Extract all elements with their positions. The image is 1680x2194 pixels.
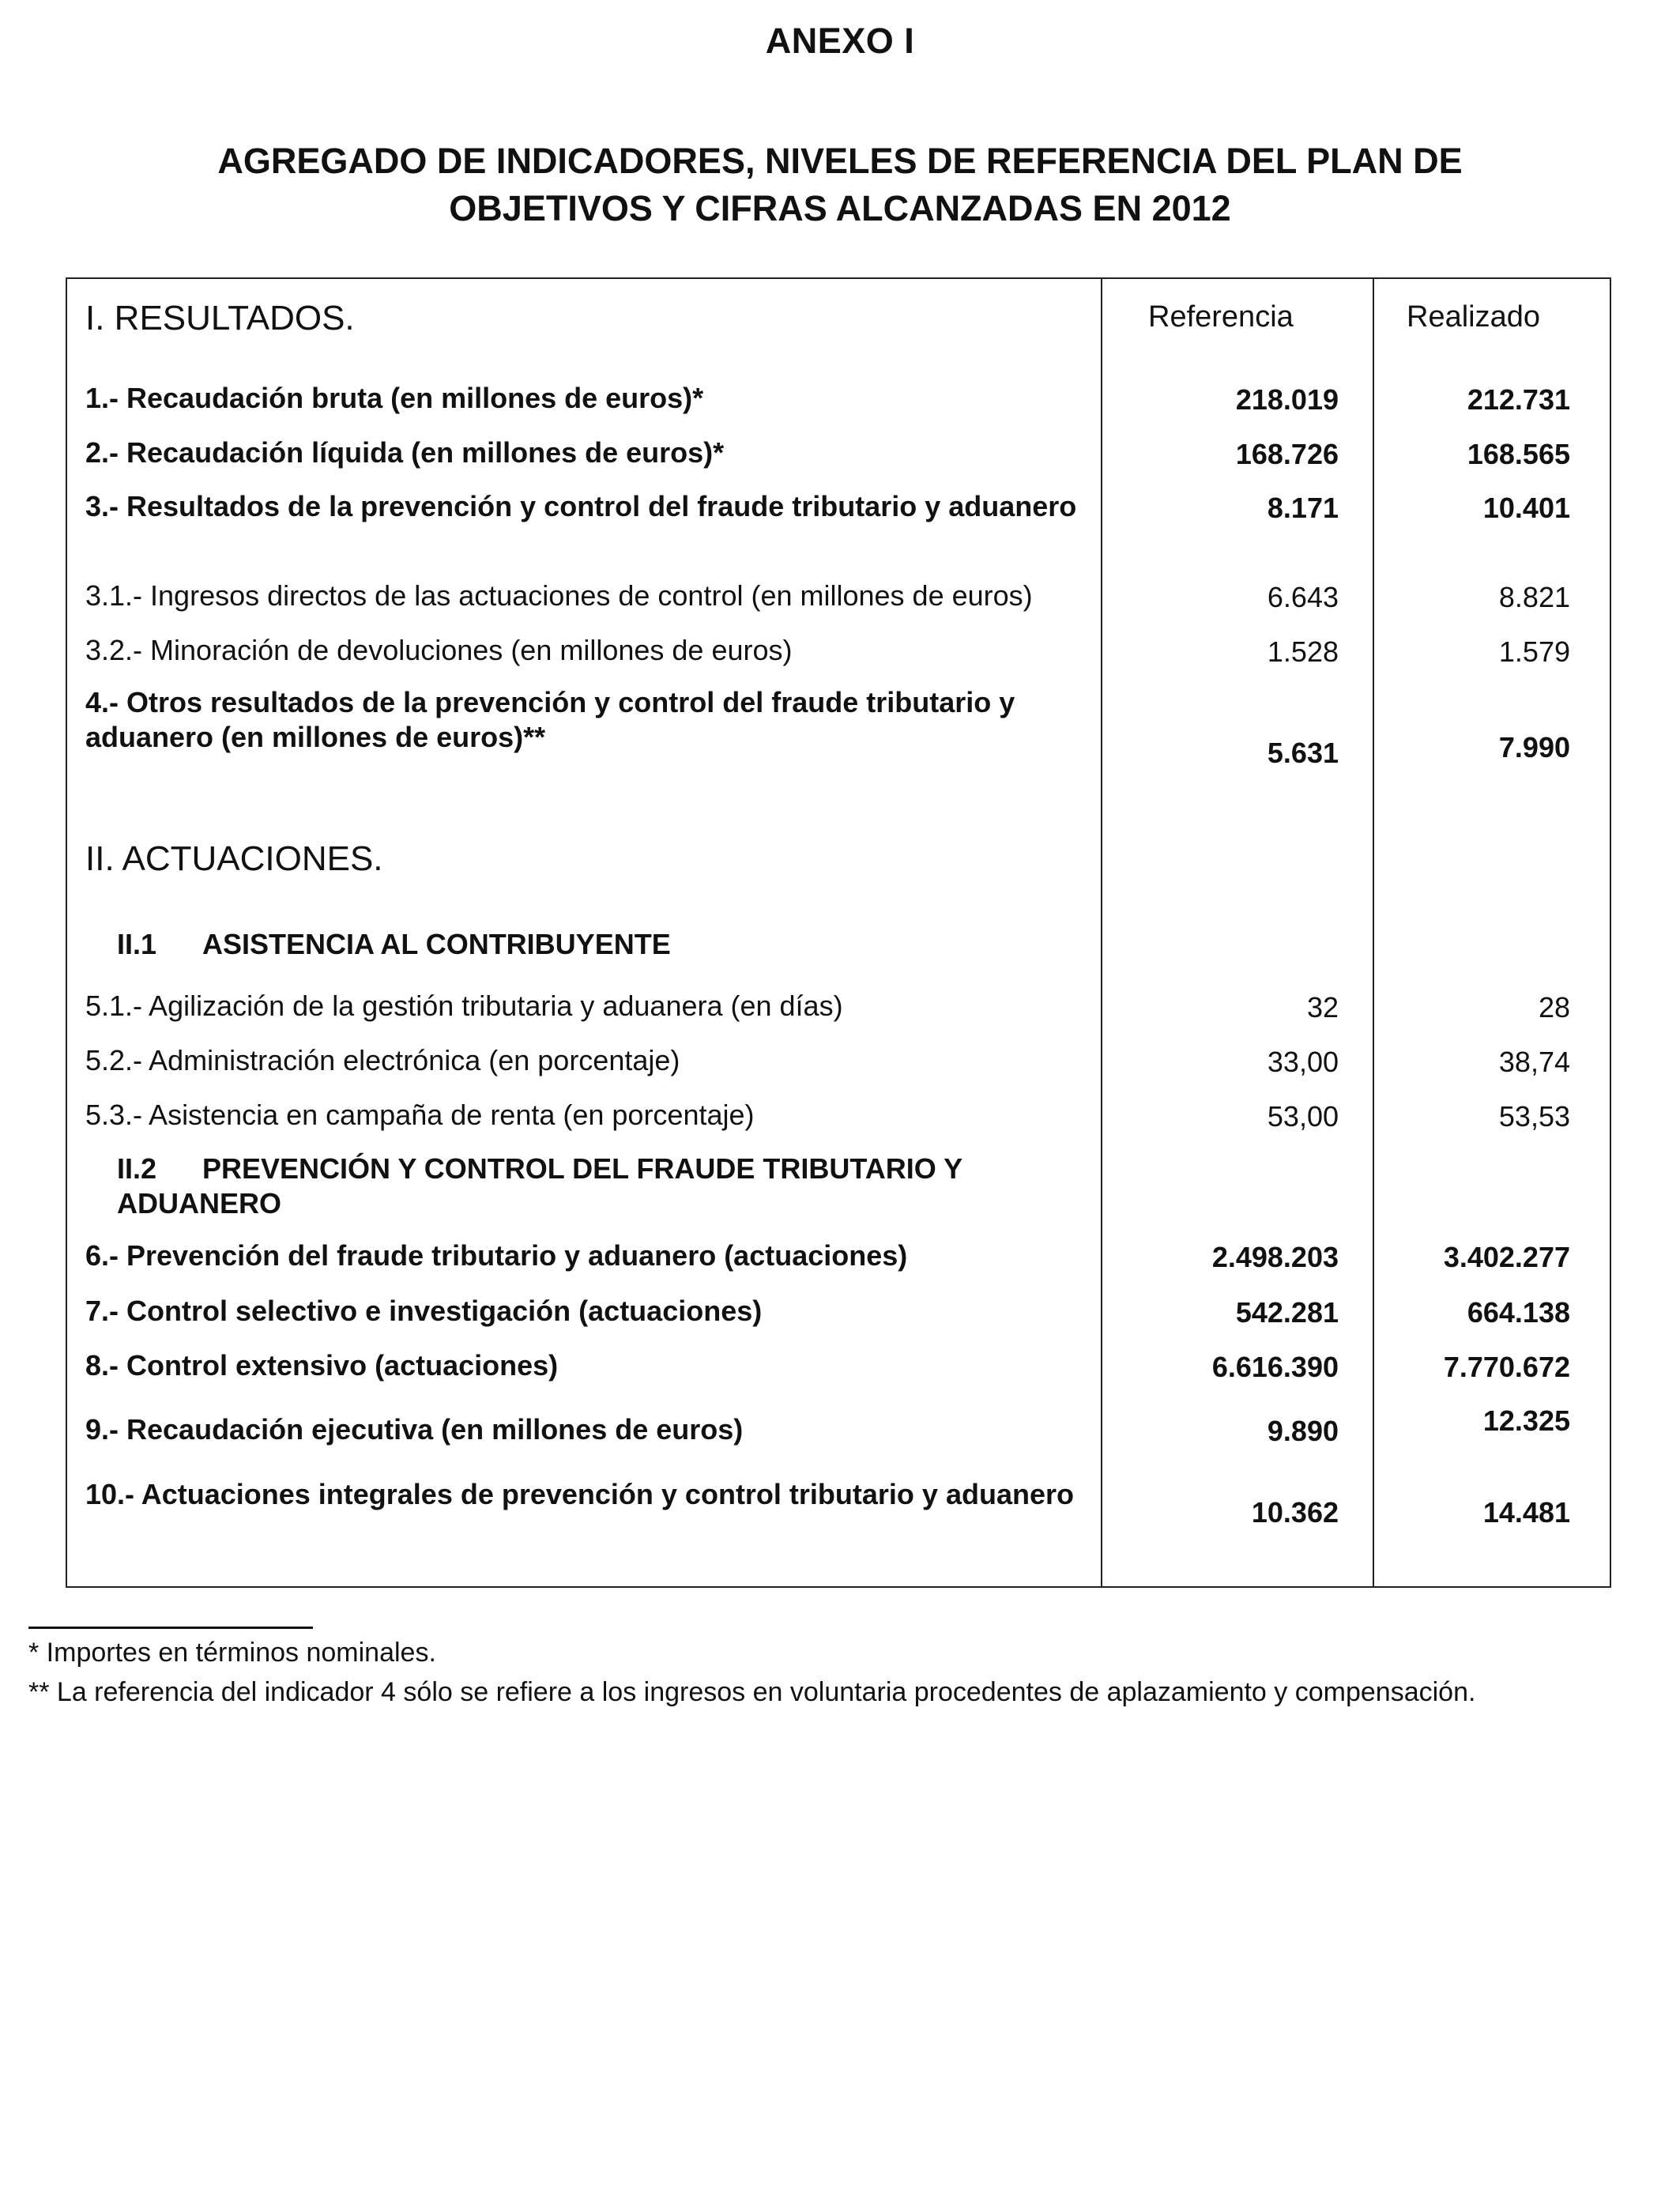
indicator-label: 5.2.- Administración electrónica (en porcentaje) (85, 1044, 680, 1076)
column-header-referencia: Referencia (1148, 300, 1294, 334)
achieved-value: 3.402.277 (1443, 1241, 1570, 1273)
indicator-label: 8.- Control extensivo (actuaciones) (85, 1349, 559, 1382)
reference-value: 168.726 (1235, 438, 1339, 470)
reference-value: 32 (1306, 991, 1339, 1023)
achieved-value: 10.401 (1482, 492, 1570, 524)
section-heading-resultados: I. RESULTADOS. (85, 299, 355, 337)
reference-value: 218.019 (1235, 383, 1339, 416)
annex-title: ANEXO I (765, 21, 915, 61)
indicator-label: 3.1.- Ingresos directos de las actuaciones de control (en millones de euros) (85, 579, 1033, 612)
indicator-label: 5.3.- Asistencia en campaña de renta (en porcentaje) (85, 1099, 755, 1131)
indicator-label: 10.- Actuaciones integrales de prevención y control tributario y aduanero (85, 1478, 1074, 1510)
subsection-number: II.1 (117, 928, 157, 960)
subsection-title: PREVENCIÓN Y CONTROL DEL FRAUDE TRIBUTARIO Y ADUANERO (117, 1152, 962, 1220)
section-heading-actuaciones: II. ACTUACIONES. (85, 839, 383, 878)
footnote: ** La referencia del indicador 4 sólo se refiere a los ingresos en voluntaria procedentes de aplazamiento y compensación. (28, 1677, 1476, 1707)
reference-value: 10.362 (1251, 1496, 1339, 1529)
reference-value: 8.171 (1267, 492, 1339, 524)
document-title (79, 138, 1601, 232)
reference-value: 53,00 (1267, 1100, 1339, 1133)
achieved-value: 1.579 (1498, 635, 1570, 668)
reference-value: 33,00 (1267, 1046, 1339, 1078)
reference-value: 9.890 (1267, 1415, 1339, 1447)
reference-value: 2.498.203 (1211, 1241, 1339, 1273)
indicator-label: 3.2.- Minoración de devoluciones (en millones de euros) (85, 634, 793, 666)
table-column-divider (1373, 277, 1374, 1588)
footnote-separator (28, 1627, 313, 1629)
reference-value: 1.528 (1267, 635, 1339, 668)
achieved-value: 28 (1538, 991, 1570, 1023)
document-title-line-1: AGREGADO DE INDICADORES, NIVELES DE REFERENCIA DEL PLAN DE (217, 141, 1463, 181)
indicator-label: 9.- Recaudación ejecutiva (en millones de euros) (85, 1413, 744, 1446)
reference-value: 6.643 (1267, 581, 1339, 613)
reference-value: 542.281 (1235, 1296, 1339, 1329)
achieved-value: 664.138 (1467, 1296, 1570, 1329)
indicator-label: 7.- Control selectivo e investigación (actuaciones) (85, 1295, 763, 1327)
footnote: * Importes en términos nominales. (28, 1638, 436, 1668)
indicator-label: 3.- Resultados de la prevención y control del fraude tributario y aduanero (85, 490, 1077, 522)
subsection-title: ASISTENCIA AL CONTRIBUYENTE (202, 928, 671, 960)
achieved-value: 38,74 (1498, 1046, 1570, 1078)
subsection-heading-asistencia (117, 927, 1081, 962)
achieved-value: 8.821 (1498, 581, 1570, 613)
achieved-value: 7.770.672 (1443, 1351, 1570, 1383)
achieved-value: 12.325 (1482, 1404, 1570, 1437)
indicator-label: 6.- Prevención del fraude tributario y aduanero (actuaciones) (85, 1239, 908, 1272)
subsection-heading-prevencion (117, 1152, 1081, 1221)
reference-value: 5.631 (1267, 737, 1339, 769)
indicator-label: 2.- Recaudación líquida (en millones de euros)* (85, 436, 725, 469)
reference-value: 6.616.390 (1211, 1351, 1339, 1383)
table-column-divider (1101, 277, 1102, 1588)
indicator-label: 5.1.- Agilización de la gestión tributaria y aduanera (en días) (85, 990, 843, 1022)
indicator-label: 4.- Otros resultados de la prevención y control del fraude tributario y aduanero (en millones de euros)** (85, 686, 1015, 753)
achieved-value: 14.481 (1482, 1496, 1570, 1529)
achieved-value: 53,53 (1498, 1100, 1570, 1133)
subsection-number: II.2 (117, 1152, 157, 1185)
document-title-line-2: OBJETIVOS Y CIFRAS ALCANZADAS EN 2012 (449, 188, 1231, 228)
achieved-value: 212.731 (1467, 383, 1570, 416)
column-header-realizado: Realizado (1407, 300, 1540, 334)
achieved-value: 168.565 (1467, 438, 1570, 470)
achieved-value: 7.990 (1498, 731, 1570, 763)
indicator-label: 1.- Recaudación bruta (en millones de euros)* (85, 382, 704, 414)
